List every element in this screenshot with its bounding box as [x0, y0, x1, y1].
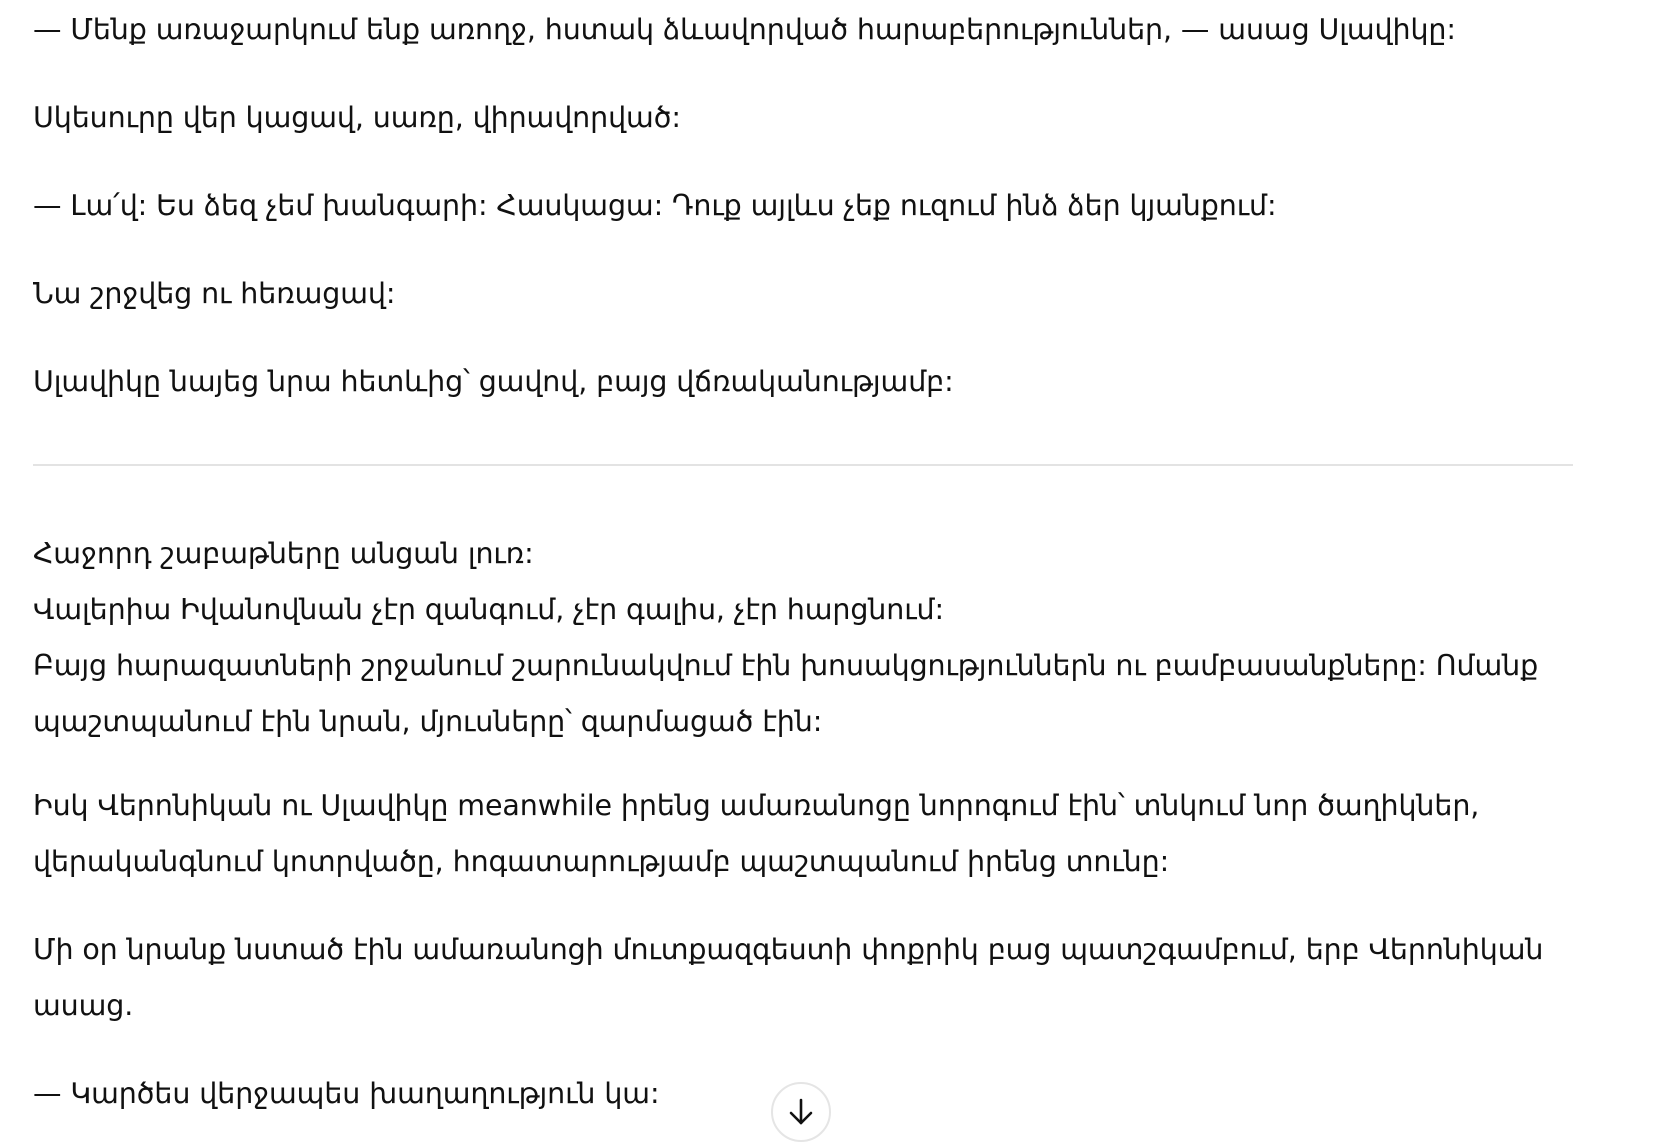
- paragraph-3-text: — Լա՛վ: Ես ձեզ չեմ խանգարի: Հասկացա: Դուք այլևս չեք ուզում ինձ ձեր կյանքում:: [33, 189, 1277, 222]
- paragraph-7-line-1: Իսկ Վերոնիկան ու Սլավիկը meanwhile իրենց ամառանոցը նորոգում էին՝ տնկում նոր ծաղիկներ,: [33, 789, 1480, 822]
- paragraph-8-line-2: ասաց.: [33, 989, 134, 1022]
- paragraph-7-line-2: վերականգնում կոտրվածը, հոգատարությամբ պաշտպանում իրենց տունը:: [33, 845, 1170, 878]
- section-divider: [33, 464, 1573, 466]
- paragraph-6-line-1: Հաջորդ շաբաթները անցան լուռ:: [33, 537, 534, 570]
- paragraph-6-line-4: պաշտպանում էին նրան, մյուսները՝ զարմացած էին:: [33, 705, 823, 738]
- paragraph-8-line-1: Մի օր նրանք նստած էին ամառանոցի մուտքազգեստի փոքրիկ բաց պատշգամբում, երբ Վերոնիկան: [33, 933, 1544, 966]
- paragraph-5: [33, 354, 954, 410]
- paragraph-9: [33, 1066, 659, 1122]
- paragraph-3: [33, 178, 1277, 234]
- paragraph-4: [33, 266, 395, 322]
- paragraph-5-text: Սլավիկը նայեց նրա հետևից՝ ցավով, բայց վճռականությամբ:: [33, 365, 954, 398]
- arrow-down-icon: [787, 1097, 815, 1127]
- paragraph-1-text: — Մենք առաջարկում ենք առողջ, հստակ ձևավորված հարաբերություններ, — ասաց Սլավիկը:: [33, 13, 1456, 46]
- paragraph-1: [33, 2, 1456, 58]
- paragraph-6-line-2: Վալերիա Իվանովնան չէր զանգում, չէր գալիս, չէր հարցնում:: [33, 593, 944, 626]
- paragraph-2: [33, 90, 681, 146]
- paragraph-7: [33, 778, 1479, 890]
- paragraph-4-text: Նա շրջվեց ու հեռացավ:: [33, 277, 396, 310]
- paragraph-6-line-3: Բայց հարազատների շրջանում շարունակվում էին խոսակցություններն ու բամբասանքները: Ոմանք: [33, 649, 1539, 682]
- paragraph-6: [33, 526, 1538, 750]
- paragraph-8: [33, 922, 1543, 1034]
- paragraph-9-text: — Կարծես վերջապես խաղաղություն կա:: [33, 1077, 660, 1110]
- paragraph-2-text: Սկեսուրը վեր կացավ, սառը, վիրավորված:: [33, 101, 681, 134]
- scroll-to-bottom-button[interactable]: [771, 1082, 831, 1142]
